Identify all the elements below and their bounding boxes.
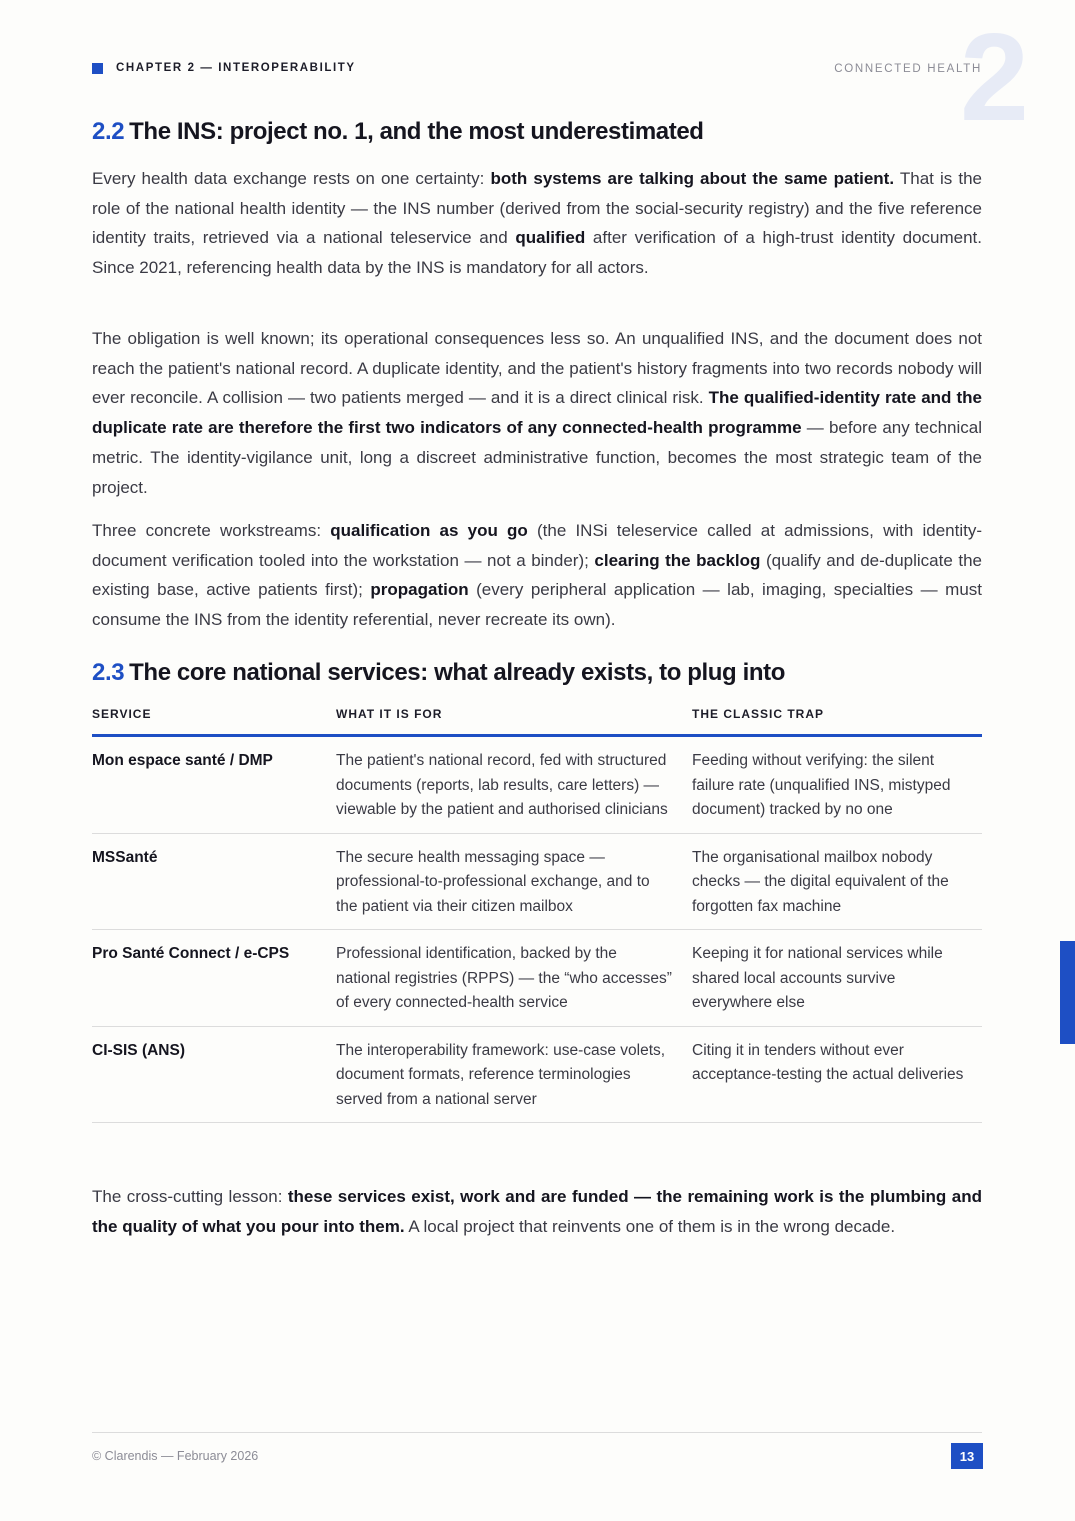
- text-run: The obligation is well known; its operational consequences less so. An unqualified INS, and the document does not reach the patient's national record. A duplicate identity, and the patient's history fragments into two records nobody will ever reconcile. A collision — two patients merged — and it is a direct clinical risk.: [92, 329, 982, 408]
- text-run: — before any technical metric. The identity-vigilance unit, long a discreet administrative function, becomes the most strategic team of the project.: [92, 418, 982, 497]
- emphasis-text: qualified: [515, 228, 586, 248]
- section-number: 2.3: [92, 659, 125, 686]
- service-trap: Citing it in tenders without ever acceptance-testing the actual deliveries: [692, 1026, 982, 1123]
- text-run: A local project that reinvents one of them is in the wrong decade.: [404, 1216, 896, 1236]
- column-header-trap: THE CLASSIC TRAP: [692, 700, 982, 736]
- chapter-side-tab: [1060, 941, 1075, 1044]
- page-number: 13: [951, 1443, 983, 1469]
- text-run: after verification of a high-trust identity document. Since 2021, referencing health data by the INS is mandatory for all actors.: [92, 228, 982, 278]
- column-header-purpose: WHAT IT IS FOR: [336, 700, 692, 736]
- paragraph-lesson: [92, 1182, 982, 1241]
- table-row: [92, 736, 982, 834]
- emphasis-text: propagation: [370, 580, 469, 600]
- service-purpose: Professional identification, backed by the national registries (RPPS) — the “who accesses” of every connected-health service: [336, 930, 692, 1027]
- service-name: Mon espace santé / DMP: [92, 736, 336, 834]
- paragraph-ins-workstreams: [92, 516, 982, 635]
- service-purpose: The secure health messaging space — professional-to-professional exchange, and to the patient via their citizen mailbox: [336, 833, 692, 930]
- table-row: [92, 930, 982, 1027]
- text-run: Every health data exchange rests on one certainty:: [92, 169, 491, 188]
- text-run: (the INSi teleservice called at admissions, with identity-document verification tooled into the workstation — not a binder);: [92, 521, 983, 570]
- service-name: MSSanté: [92, 833, 336, 930]
- section-heading-2-3: [92, 659, 785, 687]
- paragraph-ins-consequences: [92, 324, 982, 502]
- section-label: CONNECTED HEALTH: [834, 63, 982, 75]
- text-run: (qualify and de-duplicate the existing base, active patients first);: [92, 550, 982, 600]
- chapter-label: CHAPTER 2 — INTEROPERABILITY: [116, 62, 356, 74]
- emphasis-text: clearing the backlog: [594, 550, 761, 570]
- section-heading-2-2: [92, 118, 704, 146]
- emphasis-text: these services exist, work and are funded — the remaining work is the plumbing and the quality of what you pour into them.: [92, 1187, 982, 1236]
- running-header: [92, 62, 356, 74]
- paragraph-ins-intro: [92, 164, 982, 283]
- service-purpose: The patient's national record, fed with structured documents (reports, lab results, care letters) — viewable by the patient and authorised clinicians: [336, 736, 692, 834]
- service-trap: Keeping it for national services while shared local accounts survive everywhere else: [692, 930, 982, 1027]
- emphasis-text: The qualified-identity rate and the duplicate rate are therefore the first two indicators of any connected-health programme: [92, 388, 982, 438]
- chapter-number-watermark: 2: [960, 9, 1029, 147]
- text-run: (every peripheral application — lab, imaging, specialties — must consume the INS from the identity referential, never recreate its own).: [92, 580, 982, 630]
- section-title: The INS: project no. 1, and the most underestimated: [129, 118, 704, 145]
- section-number: 2.2: [92, 118, 125, 145]
- text-run: Three concrete workstreams:: [92, 521, 331, 540]
- service-trap: Feeding without verifying: the silent failure rate (unqualified INS, mistyped document) tracked by no one: [692, 736, 982, 834]
- table-header-row: [92, 700, 982, 736]
- text-run: That is the role of the national health identity — the INS number (derived from the social-security registry) and the five reference identity traits, retrieved via a national teleservice and: [92, 169, 982, 248]
- table-row: [92, 833, 982, 930]
- footer-divider: [92, 1432, 982, 1433]
- national-services-table: [92, 700, 982, 1123]
- service-name: CI-SIS (ANS): [92, 1026, 336, 1123]
- chapter-marker: [92, 63, 103, 74]
- emphasis-text: qualification as you go: [330, 521, 528, 540]
- service-name: Pro Santé Connect / e-CPS: [92, 930, 336, 1027]
- emphasis-text: both systems are talking about the same patient.: [490, 169, 895, 188]
- table-row: [92, 1026, 982, 1123]
- section-title: The core national services: what already exists, to plug into: [129, 659, 785, 686]
- footer-copyright: © Clarendis — February 2026: [92, 1449, 259, 1463]
- service-trap: The organisational mailbox nobody checks — the digital equivalent of the forgotten fax machine: [692, 833, 982, 930]
- service-purpose: The interoperability framework: use-case volets, document formats, reference terminologies served from a national server: [336, 1026, 692, 1123]
- text-run: The cross-cutting lesson:: [92, 1187, 288, 1206]
- column-header-service: SERVICE: [92, 700, 336, 736]
